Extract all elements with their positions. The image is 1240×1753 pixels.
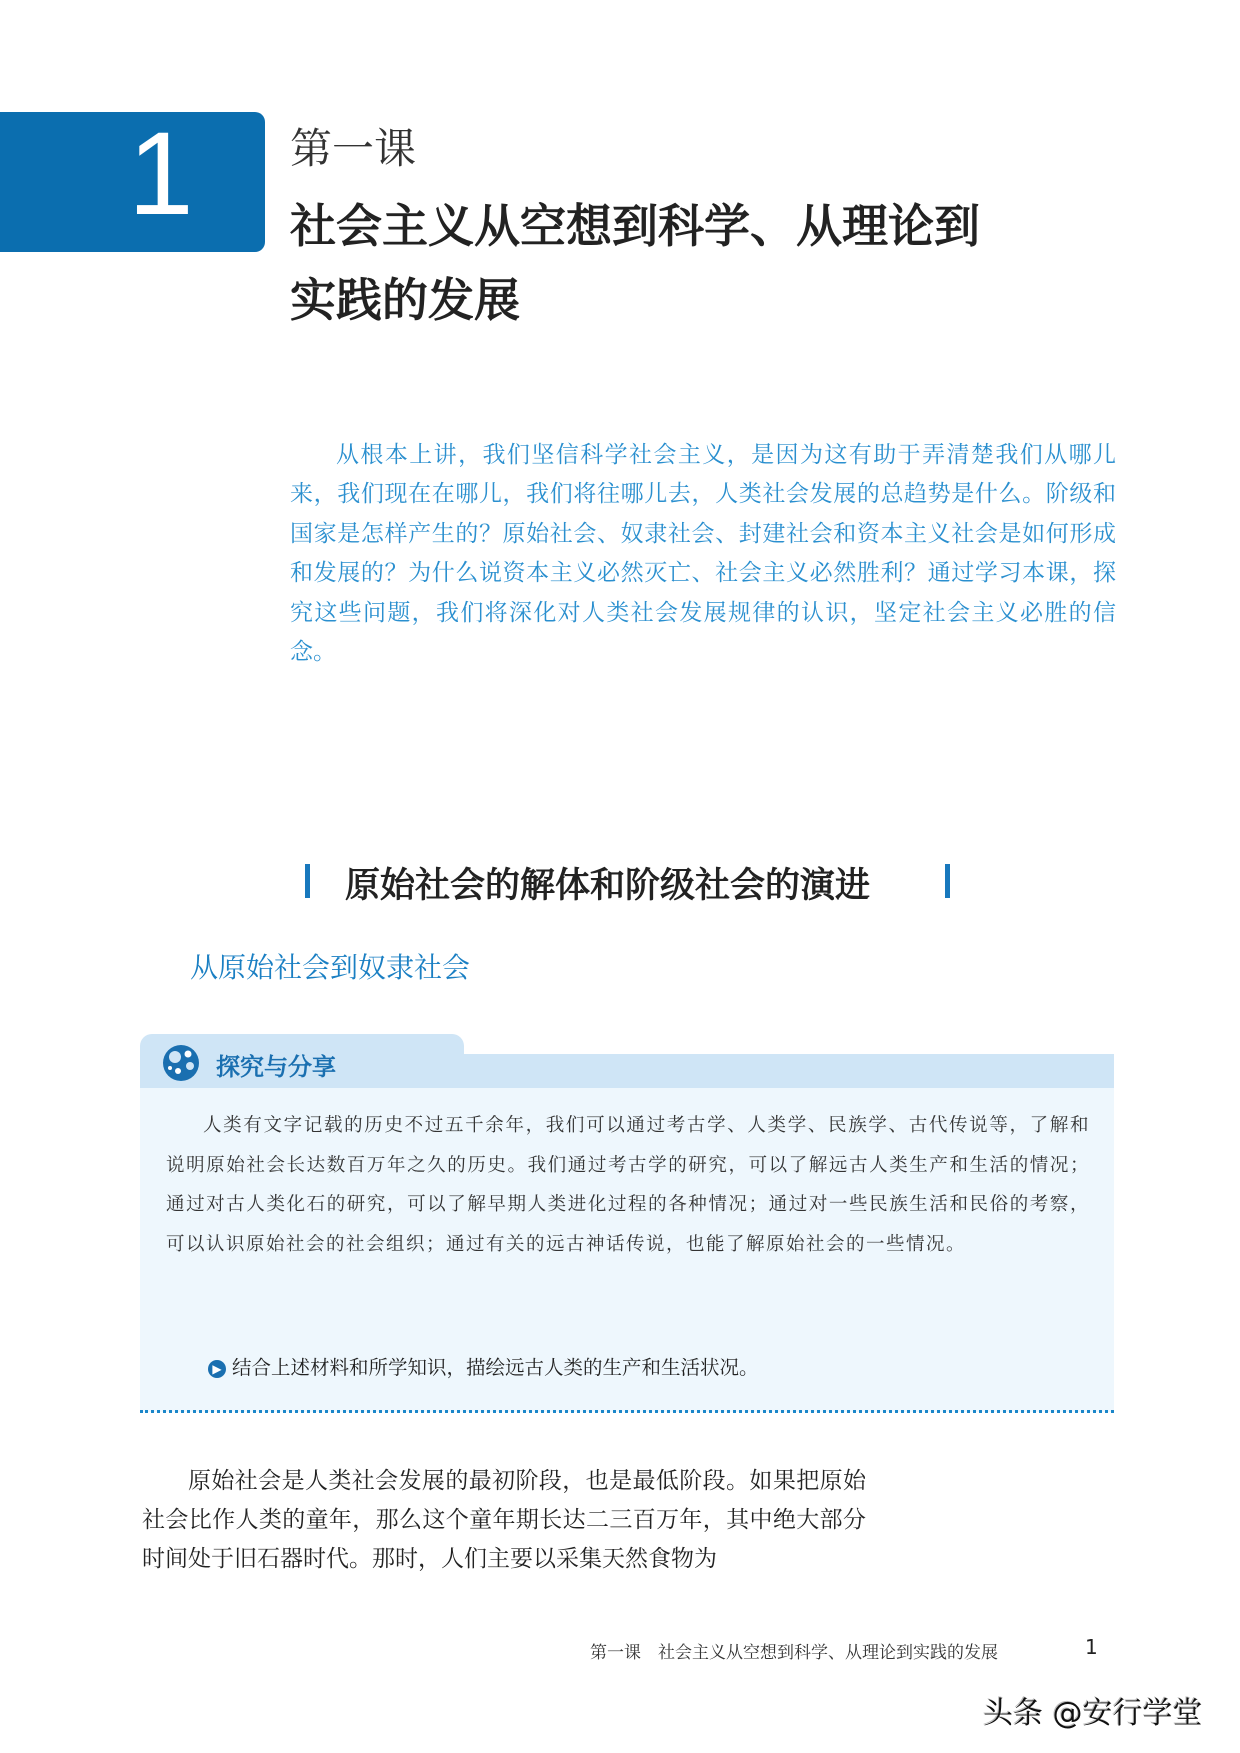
subsection-heading: 从原始社会到奴隶社会 (190, 951, 471, 984)
explore-task-text: 结合上述材料和所学知识，描绘远古人类的生产和生活状况。 (232, 1356, 759, 1379)
lesson-number: 1 (128, 108, 194, 240)
explore-box-title: 探究与分享 (216, 1053, 336, 1081)
watermark: 头条 @安行学堂 (983, 1696, 1203, 1731)
arrow-right-icon: ▶ (208, 1360, 226, 1378)
body-paragraph: 原始社会是人类社会发展的最初阶段，也是最低阶段。如果把原始社会比作人类的童年，那么这个童年期长达二三百万年，其中绝大部分时间处于旧石器时代。那时，人们主要以采集天然食物为 (142, 1468, 866, 1572)
dotted-divider (140, 1410, 1114, 1413)
explore-share-box (140, 1034, 1114, 1414)
lesson-label: 第一课 (290, 124, 417, 173)
page-number: 1 (1085, 1635, 1098, 1659)
section-heading-text: 原始社会的解体和阶级社会的演进 (345, 866, 871, 906)
explore-task (208, 1352, 759, 1380)
lesson-title-line-2: 实践的发展 (290, 273, 520, 327)
lesson-title-line-1: 社会主义从空想到科学、从理论到 (290, 199, 980, 253)
section-heading (305, 858, 955, 908)
explore-icon (162, 1044, 200, 1082)
heading-bar-left (305, 864, 310, 898)
heading-bar-right (945, 864, 950, 898)
explore-box-text: 人类有文字记载的历史不过五千余年，我们可以通过考古学、人类学、民族学、古代传说等，了解和说明原始社会长达数百万年之久的历史。我们通过考古学的研究，可以了解远古人类生产和生活的情况；通过对古人类化石的研究，可以了解早期人类进化过程的各种情况；通过对一些民族生活和民俗的考察，可以认识原始社会的社会组织；通过有关的远古神话传说，也能了解原始社会的一些情况。 (166, 1115, 1090, 1255)
running-footer-title: 第一课 社会主义从空想到科学、从理论到实践的发展 (590, 1643, 998, 1663)
intro-paragraph: 从根本上讲，我们坚信科学社会主义，是因为这有助于弄清楚我们从哪儿来，我们现在在哪儿，我们将往哪儿去，人类社会发展的总趋势是什么。阶级和国家是怎样产生的？原始社会、奴隶社会、封建社会和资本主义社会是如何形成和发展的？为什么说资本主义必然灭亡、社会主义必然胜利？通过学习本课，探究这些问题，我们将深化对人类社会发展规律的认识，坚定社会主义必胜的信念。 (290, 442, 1116, 666)
lesson-number-block (0, 108, 265, 252)
